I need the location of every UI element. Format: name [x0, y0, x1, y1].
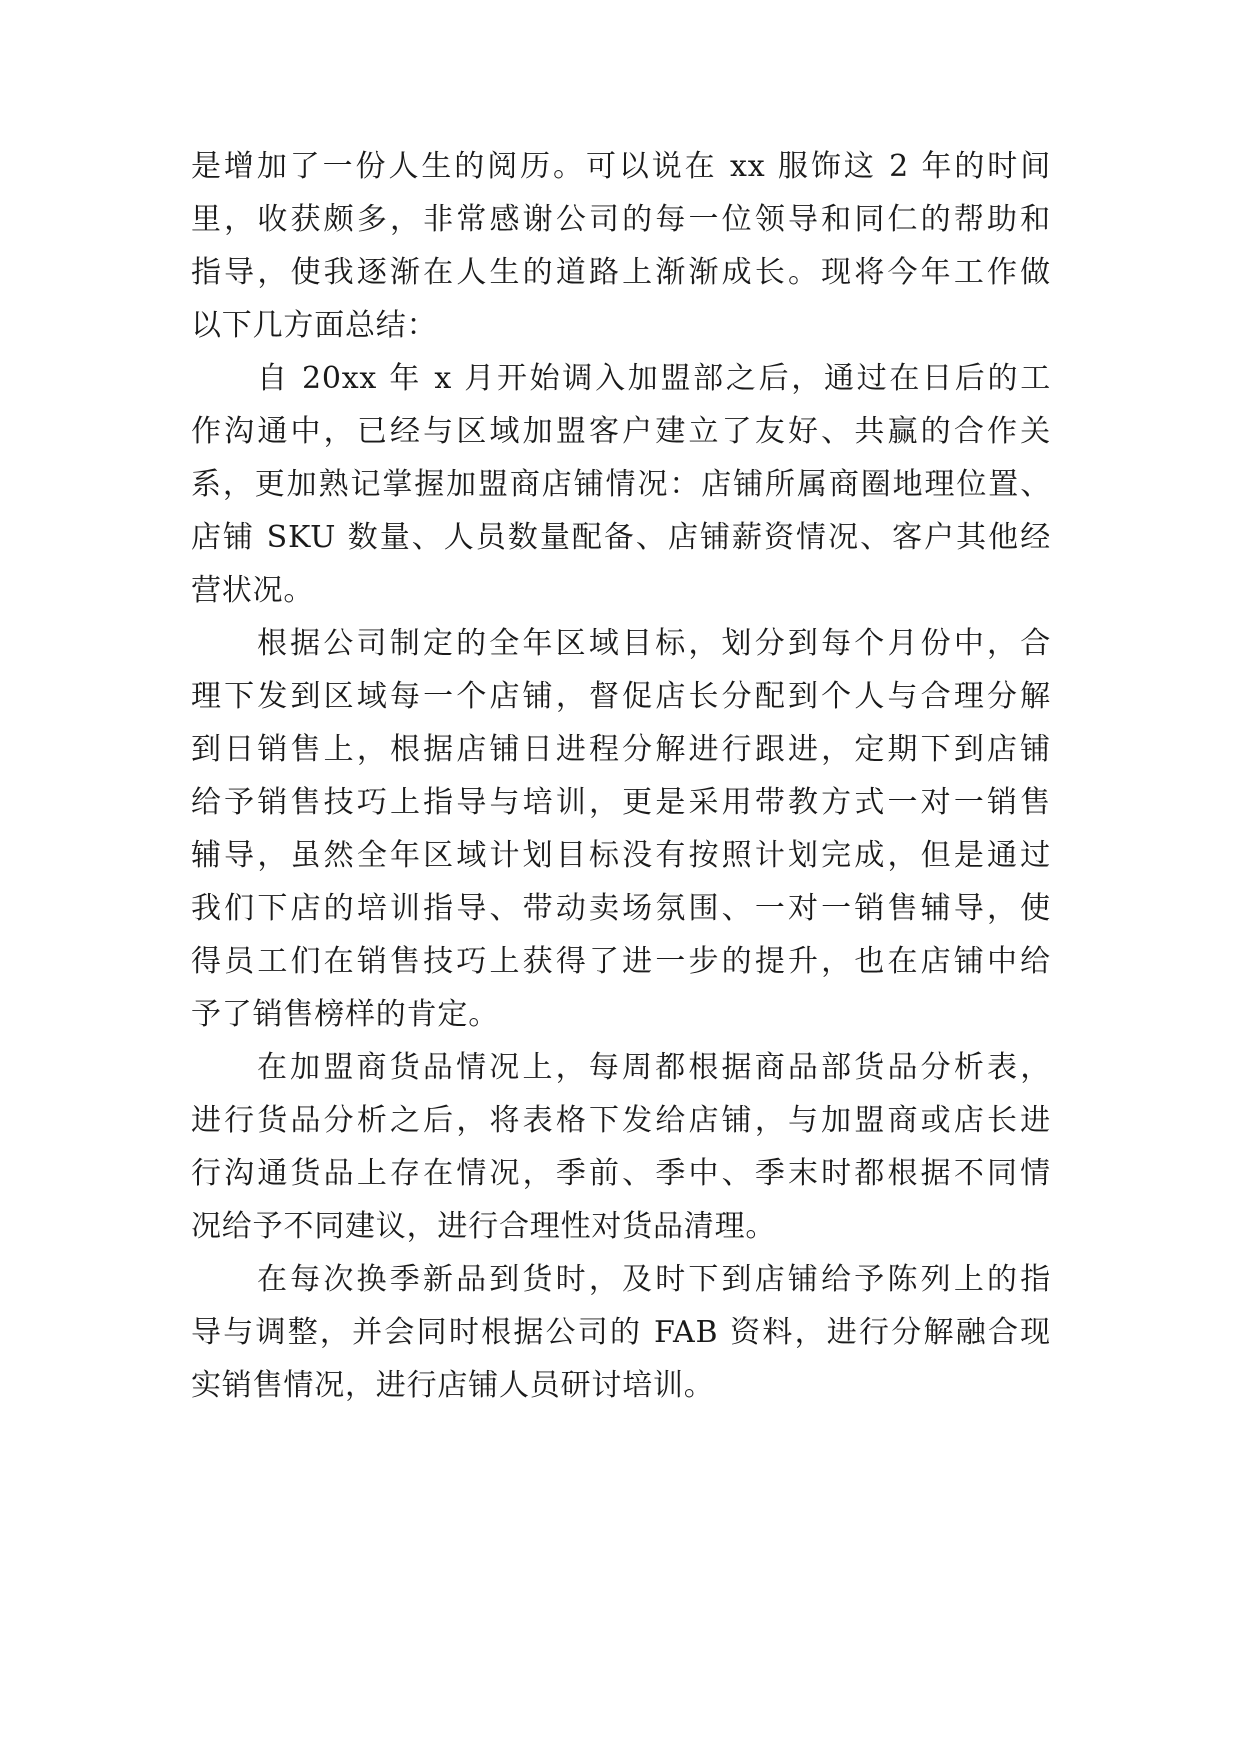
text-line: 实销售情况，进行店铺人员研讨培训。 [191, 1368, 715, 1403]
text-line: 况给予不同建议，进行合理性对货品清理。 [191, 1209, 777, 1244]
text-line: 是增加了一份人生的阅历。可以说在 xx 服饰这 2 年的时间 [191, 149, 1051, 184]
text-line: 予了销售榜样的肯定。 [191, 997, 499, 1032]
text-line: 店铺 SKU 数量、人员数量配备、店铺薪资情况、客户其他经 [191, 520, 1051, 555]
text-line: 得员工们在销售技巧上获得了进一步的提升，也在店铺中给 [191, 944, 1051, 979]
paragraph-first-line: 自 20xx 年 x 月开始调入加盟部之后，通过在日后的工 [257, 361, 1051, 396]
text-line: 以下几方面总结： [191, 308, 438, 343]
text-line: 进行货品分析之后，将表格下发给店铺，与加盟商或店长进 [191, 1103, 1051, 1138]
paragraph-first-line: 在每次换季新品到货时，及时下到店铺给予陈列上的指 [257, 1262, 1051, 1297]
text-line: 理下发到区域每一个店铺，督促店长分配到个人与合理分解 [191, 679, 1051, 714]
text-line: 系，更加熟记掌握加盟商店铺情况：店铺所属商圈地理位置、 [191, 467, 1051, 502]
paragraph-first-line: 在加盟商货品情况上，每周都根据商品部货品分析表， [257, 1050, 1051, 1085]
text-line: 辅导，虽然全年区域计划目标没有按照计划完成，但是通过 [191, 838, 1051, 873]
text-line: 给予销售技巧上指导与培训，更是采用带教方式一对一销售 [191, 785, 1051, 820]
text-line: 里，收获颇多，非常感谢公司的每一位领导和同仁的帮助和 [191, 202, 1051, 237]
text-line: 导与调整，并会同时根据公司的 FAB 资料，进行分解融合现 [191, 1315, 1051, 1350]
paragraph-first-line: 根据公司制定的全年区域目标，划分到每个月份中，合 [257, 626, 1051, 661]
text-line: 我们下店的培训指导、带动卖场氛围、一对一销售辅导，使 [191, 891, 1051, 926]
text-line: 作沟通中，已经与区域加盟客户建立了友好、共赢的合作关 [191, 414, 1051, 449]
text-line: 行沟通货品上存在情况，季前、季中、季末时都根据不同情 [191, 1156, 1051, 1191]
text-line: 到日销售上，根据店铺日进程分解进行跟进，定期下到店铺 [191, 732, 1051, 767]
text-line: 营状况。 [191, 573, 315, 608]
text-line: 指导，使我逐渐在人生的道路上渐渐成长。现将今年工作做 [191, 255, 1051, 290]
